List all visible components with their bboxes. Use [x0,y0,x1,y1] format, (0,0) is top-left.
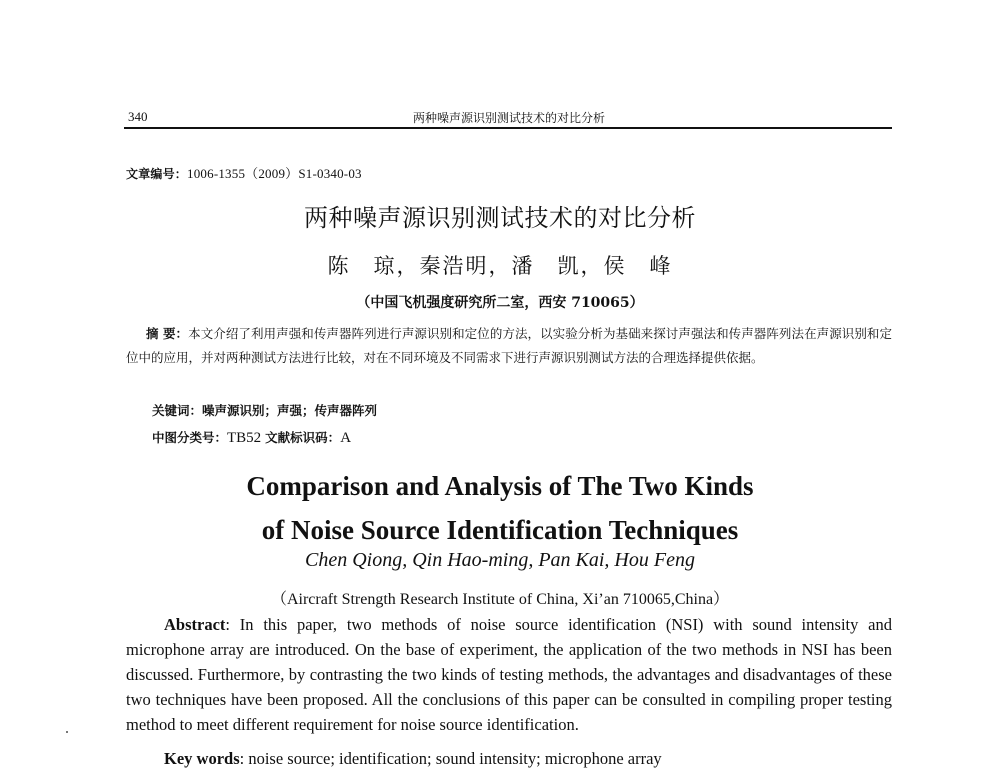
english-keywords [164,749,662,769]
chinese-classification [152,428,351,447]
english-title-line2: of Noise Source Identification Techniques [261,515,739,545]
english-title [0,464,1000,552]
article-id-value: 1006-1355（2009）S1-0340-03 [187,166,362,181]
chinese-keywords-text: 噪声源识别；声强；传声器阵列 [202,403,378,418]
chinese-authors: 陈 琼，秦浩明，潘 凯，侯 峰 [327,254,673,278]
classification-label: 中图分类号： [152,430,228,445]
doc-code-value: A [340,430,352,446]
chinese-abstract [126,322,892,370]
english-authors: Chen Qiong, Qin Hao-ming, Pan Kai, Hou Feng [305,549,695,571]
running-header [126,106,892,128]
article-id-label: 文章编号： [126,167,188,181]
scan-artifact-dot [66,731,68,733]
chinese-keywords-label: 关键词： [152,403,203,418]
english-abstract-label: Abstract [164,615,226,634]
chinese-keywords [152,401,377,419]
classification-value: TB52 [227,430,262,446]
doc-code-label: 文献标识码： [265,430,341,445]
english-affiliation: （Aircraft Strength Research Institute of China, Xi’an 710065,China） [270,591,730,608]
english-title-line1: Comparison and Analysis of The Two Kinds [246,471,754,501]
chinese-abstract-label: 摘 要： [146,326,189,341]
english-keywords-label: Key words [164,749,240,768]
chinese-abstract-text: 本文介绍了利用声强和传声器阵列进行声源识别和定位的方法，以实验分析为基础来探讨声强法和传声器阵列法在声源识别和定位中的应用，并对两种测试方法进行比较，对在不同环境及不同需求下进行声源识别测试方法的合理选择提供依据。 [126,326,892,365]
article-id [126,163,362,182]
english-keywords-text: : noise source; identification; sound intensity; microphone array [239,749,662,768]
chinese-affiliation: （中国飞机强度研究所二室，西安 710065） [356,295,644,311]
english-abstract [126,612,892,737]
running-title: 两种噪声源识别测试技术的对比分析 [412,111,605,125]
chinese-title: 两种噪声源识别测试技术的对比分析 [304,204,696,232]
page-number: 340 [128,109,148,124]
english-abstract-text: : In this paper, two methods of noise source identification (NSI) with sound intensity and microphone array are introduced. On the base of experiment, the application of the two methods in NSI has been discussed. Furthermore, by contrasting the two kinds of testing methods, the advantages and disadvantages of these two techniques have been proposed. All the conclusions of this paper can be consulted in compiling proper testing method to meet different requirement for noise source identification. [126,615,892,734]
header-rule [124,127,892,129]
